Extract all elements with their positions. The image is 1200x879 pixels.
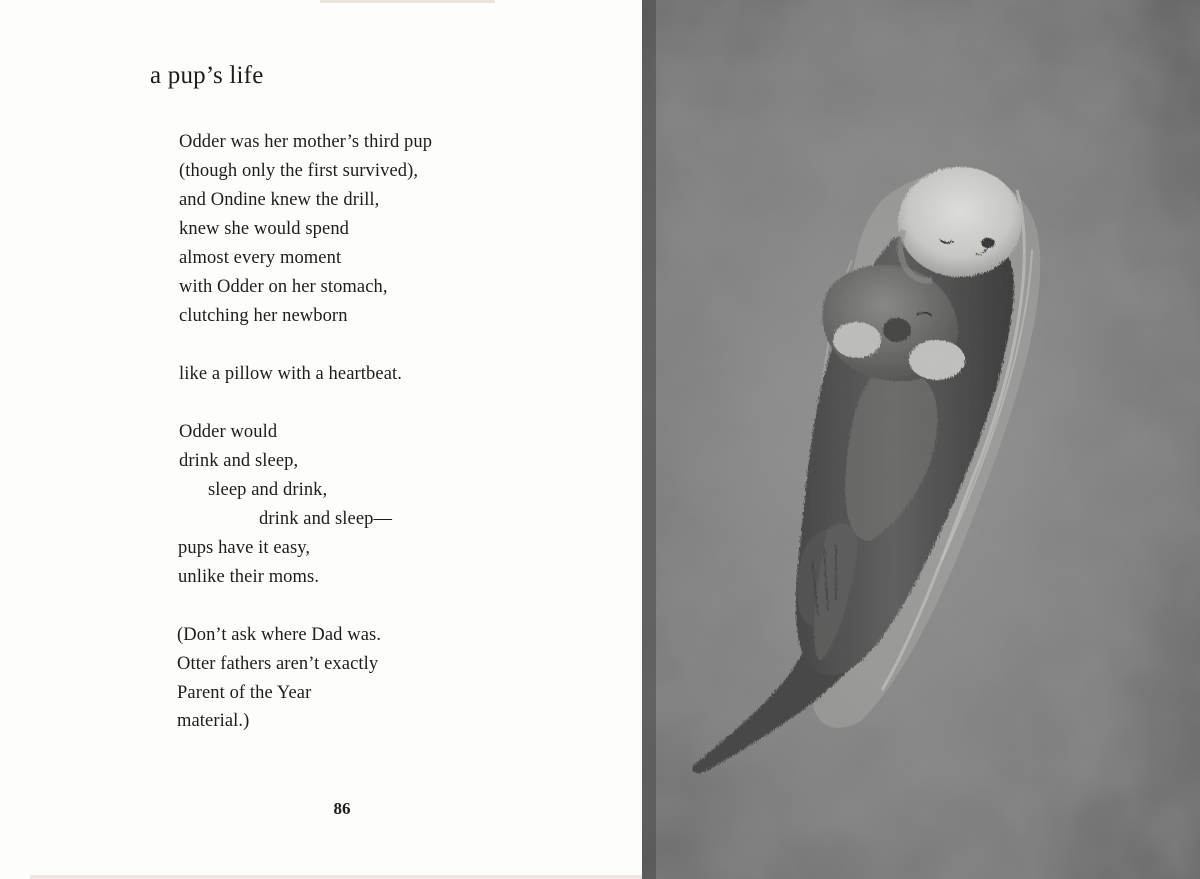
otter-illustration xyxy=(642,0,1200,879)
poem-line: Otter fathers aren’t exactly xyxy=(177,654,379,674)
poem-line: (Don’t ask where Dad was. xyxy=(177,625,382,645)
poem-title: a pup’s life xyxy=(150,62,264,89)
poem-line: sleep and drink, xyxy=(208,480,328,500)
poem-line: clutching her newborn xyxy=(179,306,348,326)
poem-line: (though only the first survived), xyxy=(179,161,419,181)
poem-line: almost every moment xyxy=(179,248,342,268)
poem-line: like a pillow with a heartbeat. xyxy=(179,364,402,384)
poem-line: and Ondine knew the drill, xyxy=(179,190,380,210)
poem-line: Odder would xyxy=(179,422,278,442)
illustration-page xyxy=(642,0,1200,879)
poem-line: Odder was her mother’s third pup xyxy=(179,132,433,152)
poem-line: knew she would spend xyxy=(179,219,350,239)
poem-line: material.) xyxy=(177,711,250,731)
poem-line: unlike their moms. xyxy=(178,567,320,587)
page-number: 86 xyxy=(333,799,351,818)
poem-line: pups have it easy, xyxy=(178,538,311,558)
poem-line: with Odder on her stomach, xyxy=(179,277,388,297)
page-edge-bottom xyxy=(30,875,642,879)
poem-line: drink and sleep, xyxy=(179,451,299,471)
poem-line: Parent of the Year xyxy=(177,683,312,703)
poem-line: drink and sleep— xyxy=(259,509,393,529)
